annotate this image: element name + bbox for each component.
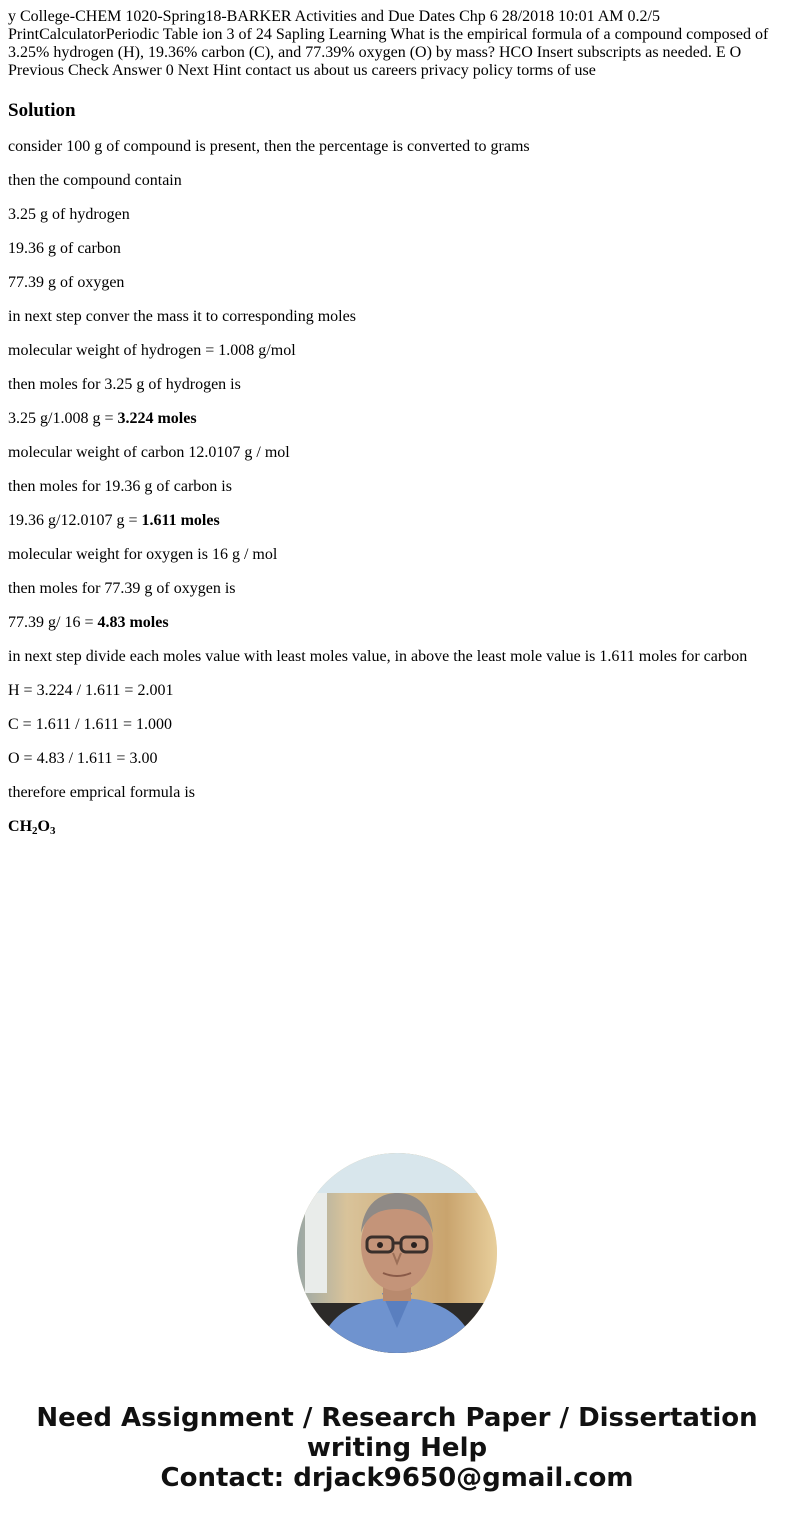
solution-line: molecular weight of hydrogen = 1.008 g/mol — [8, 342, 296, 359]
hydrogen-moles-result: 3.224 moles — [117, 410, 197, 427]
solution-line: then moles for 3.25 g of hydrogen is — [8, 376, 241, 393]
solution-line: then moles for 19.36 g of carbon is — [8, 478, 232, 495]
author-avatar — [297, 1153, 497, 1353]
solution-line-carbon-moles: 19.36 g/12.0107 g = 1.611 moles — [8, 512, 220, 529]
solution-line: then the compound contain — [8, 172, 182, 189]
solution-line: therefore emprical formula is — [8, 784, 196, 801]
solution-line: molecular weight of carbon 12.0107 g / mol — [8, 444, 290, 461]
banner-line: Need Assignment / Research Paper / Dissertation — [36, 1403, 758, 1433]
solution-body — [8, 138, 786, 836]
author-portrait-icon — [297, 1153, 497, 1353]
solution-line: H = 3.224 / 1.611 = 2.001 — [8, 682, 174, 699]
solution-line: 19.36 g of carbon — [8, 240, 121, 257]
solution-line: C = 1.611 / 1.611 = 1.000 — [8, 716, 172, 733]
banner-line: writing Help — [306, 1433, 488, 1463]
solution-line: in next step conver the mass it to corresponding moles — [8, 308, 356, 325]
question-text: y College-CHEM 1020-Spring18-BARKER Activities and Due Dates Chp 6 28/2018 10:01 AM 0.2/5 PrintCalculatorPeriodic Table ion 3 of 24 Sapling Learning What is the empirical formula of a compound composed of 3.25% hydrogen (H), 19.36% carbon (C), and 77.39% oxygen (O) by mass? HCO Insert subscripts as needed. E O Previous Check Answer 0 Next Hint contact us about us careers privacy policy torms of use — [8, 8, 769, 79]
solution-line: 3.25 g of hydrogen — [8, 206, 130, 223]
solution-line: molecular weight for oxygen is 16 g / mol — [8, 546, 278, 563]
solution-line: O = 4.83 / 1.611 = 3.00 — [8, 750, 158, 767]
solution-line-oxygen-moles: 77.39 g/ 16 = 4.83 moles — [8, 614, 169, 631]
solution-line: in next step divide each moles value with least moles value, in above the least mole value is 1.611 moles for carbon — [8, 648, 748, 665]
solution-line: consider 100 g of compound is present, then the percentage is converted to grams — [8, 138, 530, 155]
contact-email: Contact: drjack9650@gmail.com — [160, 1463, 634, 1493]
solution-line: 77.39 g of oxygen — [8, 274, 125, 291]
solution-line: then moles for 77.39 g of oxygen is — [8, 580, 236, 597]
contact-banner — [0, 1403, 794, 1493]
oxygen-moles-result: 4.83 moles — [97, 614, 169, 631]
carbon-moles-result: 1.611 moles — [141, 512, 220, 529]
solution-line-hydrogen-moles: 3.25 g/1.008 g = 3.224 moles — [8, 410, 197, 427]
empirical-formula: $CH_2O_3$ — [8, 818, 56, 837]
solution-heading: Solution — [8, 100, 76, 121]
